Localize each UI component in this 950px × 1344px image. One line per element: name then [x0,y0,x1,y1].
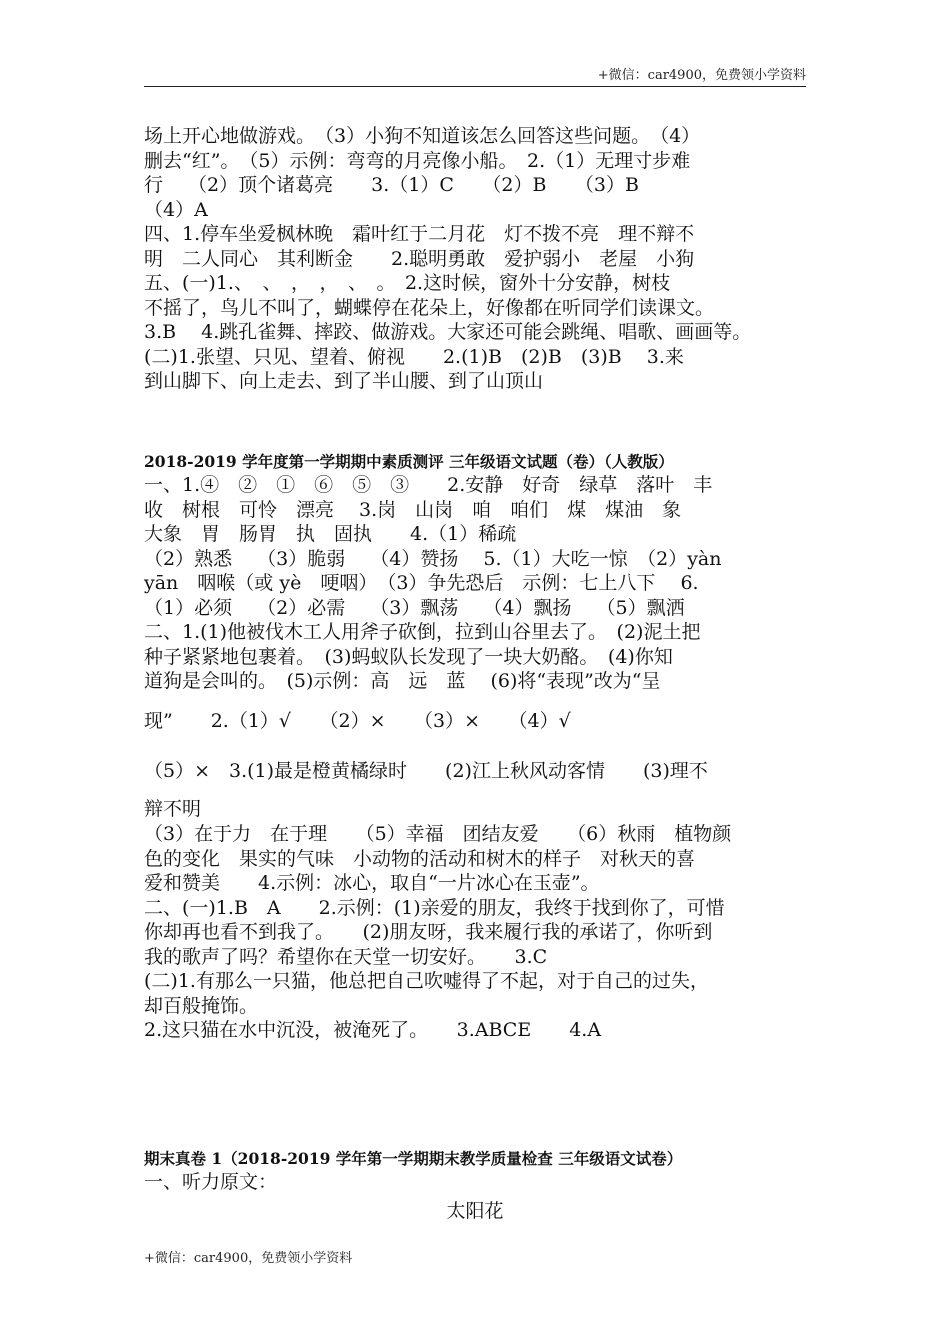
answer-line-xian [144,709,808,734]
text-line: 爱和赞美 4.示例：冰心，取自“一片冰心在玉壶”。 [144,872,600,894]
text-line: 我的歌声了吗？希望你在天堂一切安好。 3.C [144,945,548,968]
answer-block-2 [144,473,808,694]
text-line: 道狗是会叫的。 (5)示例：高 远 蓝 (6)将“表现”改为“呈 [144,670,661,692]
listening-label [144,1170,808,1195]
text-line: 二、(一)1.B A 2.示例：(1)亲爱的朋友，我终于找到你了，可惜 [144,896,725,919]
answer-line-bian [144,797,808,822]
text-line: 场上开心地做游戏。 （3）小狗不知道该怎么回答这些问题。 （4） [144,125,701,147]
text-line: （2）熟悉 （3）脆弱 （4）赞扬 5.（1）大吃一惊 （2）yàn [144,547,722,570]
page-header: +微信：car4900，免费领小学资料 [597,68,806,83]
text-line: 却百般掩饰。 [144,994,259,1017]
text-line: 收 树根 可怜 漂亮 3.岗 山岗 咱 咱们 煤 煤油 象 [144,498,682,521]
text-line: （4）A [144,198,208,221]
answer-line-five [144,759,808,784]
text-line: (二)1.张望、只见、望着、俯视 2.(1)B (2)B (3)B 3.来 [144,345,684,368]
text-line: 五、(一)1.、 、 ， ， 、 。 2.这时候，窗外十分安静，树枝 [144,272,671,294]
text-line: 不摇了，鸟儿不叫了，蝴蝶停在花朵上，好像都在听同学们读课文。 [144,296,715,319]
header-divider [144,86,806,87]
section-heading-final: 期末真卷 1（2018-2019 学年第一学期期末教学质量检查 三年级语文试卷） [144,1149,683,1168]
text-line: 大象 胃 肠胃 执 固执 4.（1）稀疏 [144,523,517,545]
text-line: 明 二人同心 其利断金 2.聪明勇敢 爱护弱小 老屋 小狗 [144,247,695,270]
page-footer: +微信：car4900，免费领小学资料 [144,1251,353,1266]
text-line: 辩不明 [144,798,202,820]
text-line: 行 （2）顶个诸葛亮 3.（1）C （2）B （3）B [144,174,639,196]
section-heading-midterm: 2018-2019 学年度第一学期期中素质测评 三年级语文试题（卷）（人教版） [144,452,674,471]
text-line: 一、1.④ ② ① ⑥ ⑤ ③ 2.安静 好奇 绿草 落叶 丰 [144,474,713,496]
text-line: 一、听力原文： [144,1171,278,1193]
text-line: yān 咽喉（或 yè 哽咽） （3）争先恐后 示例：七上八下 6. [144,572,699,594]
answer-block-1 [144,124,808,394]
text-line: 色的变化 果实的气味 小动物的活动和树木的样子 对秋天的喜 [144,847,696,870]
text-line: 种子紧紧地包裹着。 (3)蚂蚁队长发现了一块大奶酪。 (4)你知 [144,645,673,668]
text-line: 你却再也看不到我了。 (2)朋友呀，我来履行我的承诺了，你听到 [144,921,713,943]
text-line: （1）必须 （2）必需 （3）飘荡 （4）飘扬 （5）飘洒 [144,596,685,619]
answer-block-3 [144,822,808,1043]
text-line: 3.B 4.跳孔雀舞、摔跤、做游戏。大家还可能会跳绳、唱歌、画画等。 [144,321,752,343]
text-line: 2.这只猫在水中沉没，被淹死了。 3.ABCE 4.A [144,1019,602,1041]
text-line: 现” 2.（1）√ （2）× （3）× （4）√ [144,710,571,732]
text-line: (二)1.有那么一只猫，他总把自己吹嘘得了不起，对于自己的过失， [144,970,709,992]
text-line: （3）在于力 在于理 （5）幸福 团结友爱 （6）秋雨 植物颜 [144,823,732,845]
text-line: 到山脚下、向上走去、到了半山腰、到了山顶山 [144,370,544,392]
text-line: 删去“红”。 （5）示例：弯弯的月亮像小船。 2.（1）无理寸步难 [144,149,691,172]
text-line: （5）× 3.(1)最是橙黄橘绿时 (2)江上秋风动客情 (3)理不 [144,760,708,782]
story-title: 太阳花 [446,1200,504,1222]
text-line: 四、1.停车坐爱枫林晚 霜叶红于二月花 灯不拨不亮 理不辩不 [144,223,695,245]
text-line: 二、1.(1)他被伐木工人用斧子砍倒，拉到山谷里去了。 (2)泥土把 [144,621,701,643]
